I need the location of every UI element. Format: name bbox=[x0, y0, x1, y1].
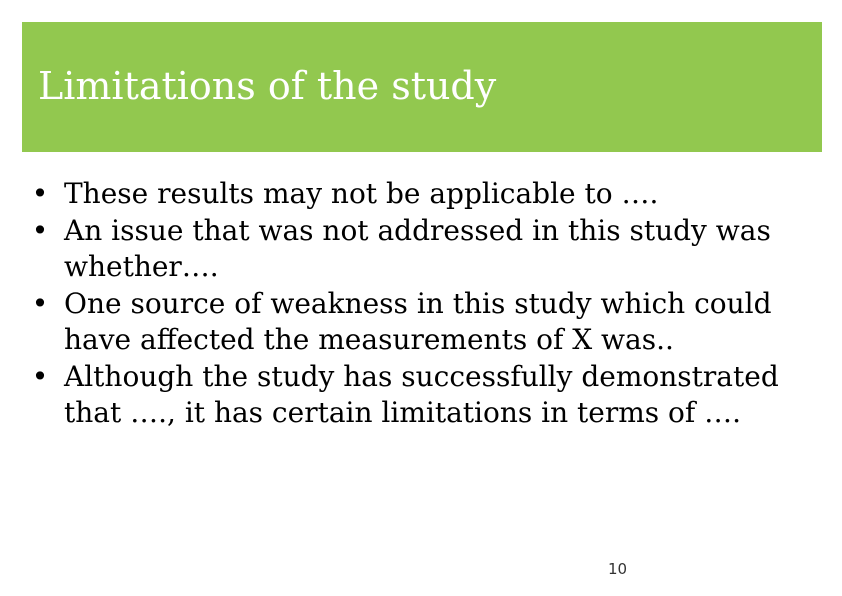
bullet-text: These results may not be applicable to …. bbox=[64, 177, 659, 210]
bullet-text: An issue that was not addressed in this study was whether…. bbox=[64, 213, 771, 283]
bullet-icon: • bbox=[31, 213, 49, 247]
slide-title: Limitations of the study bbox=[38, 64, 497, 108]
bullet-text: Although the study has successfully demonstrated that …., it has certain limitations in terms of …. bbox=[64, 359, 779, 429]
bullet-item bbox=[30, 286, 830, 359]
bullet-item bbox=[30, 213, 830, 286]
bullet-list bbox=[30, 176, 830, 432]
bullet-icon: • bbox=[31, 286, 49, 320]
bullet-text: One source of weakness in this study which could have affected the measurements of X was.. bbox=[64, 286, 772, 356]
bullet-icon: • bbox=[31, 359, 49, 393]
bullet-item bbox=[30, 176, 830, 213]
bullet-icon: • bbox=[31, 177, 49, 210]
page-number: 10 bbox=[608, 560, 628, 578]
bullet-item bbox=[30, 359, 830, 432]
